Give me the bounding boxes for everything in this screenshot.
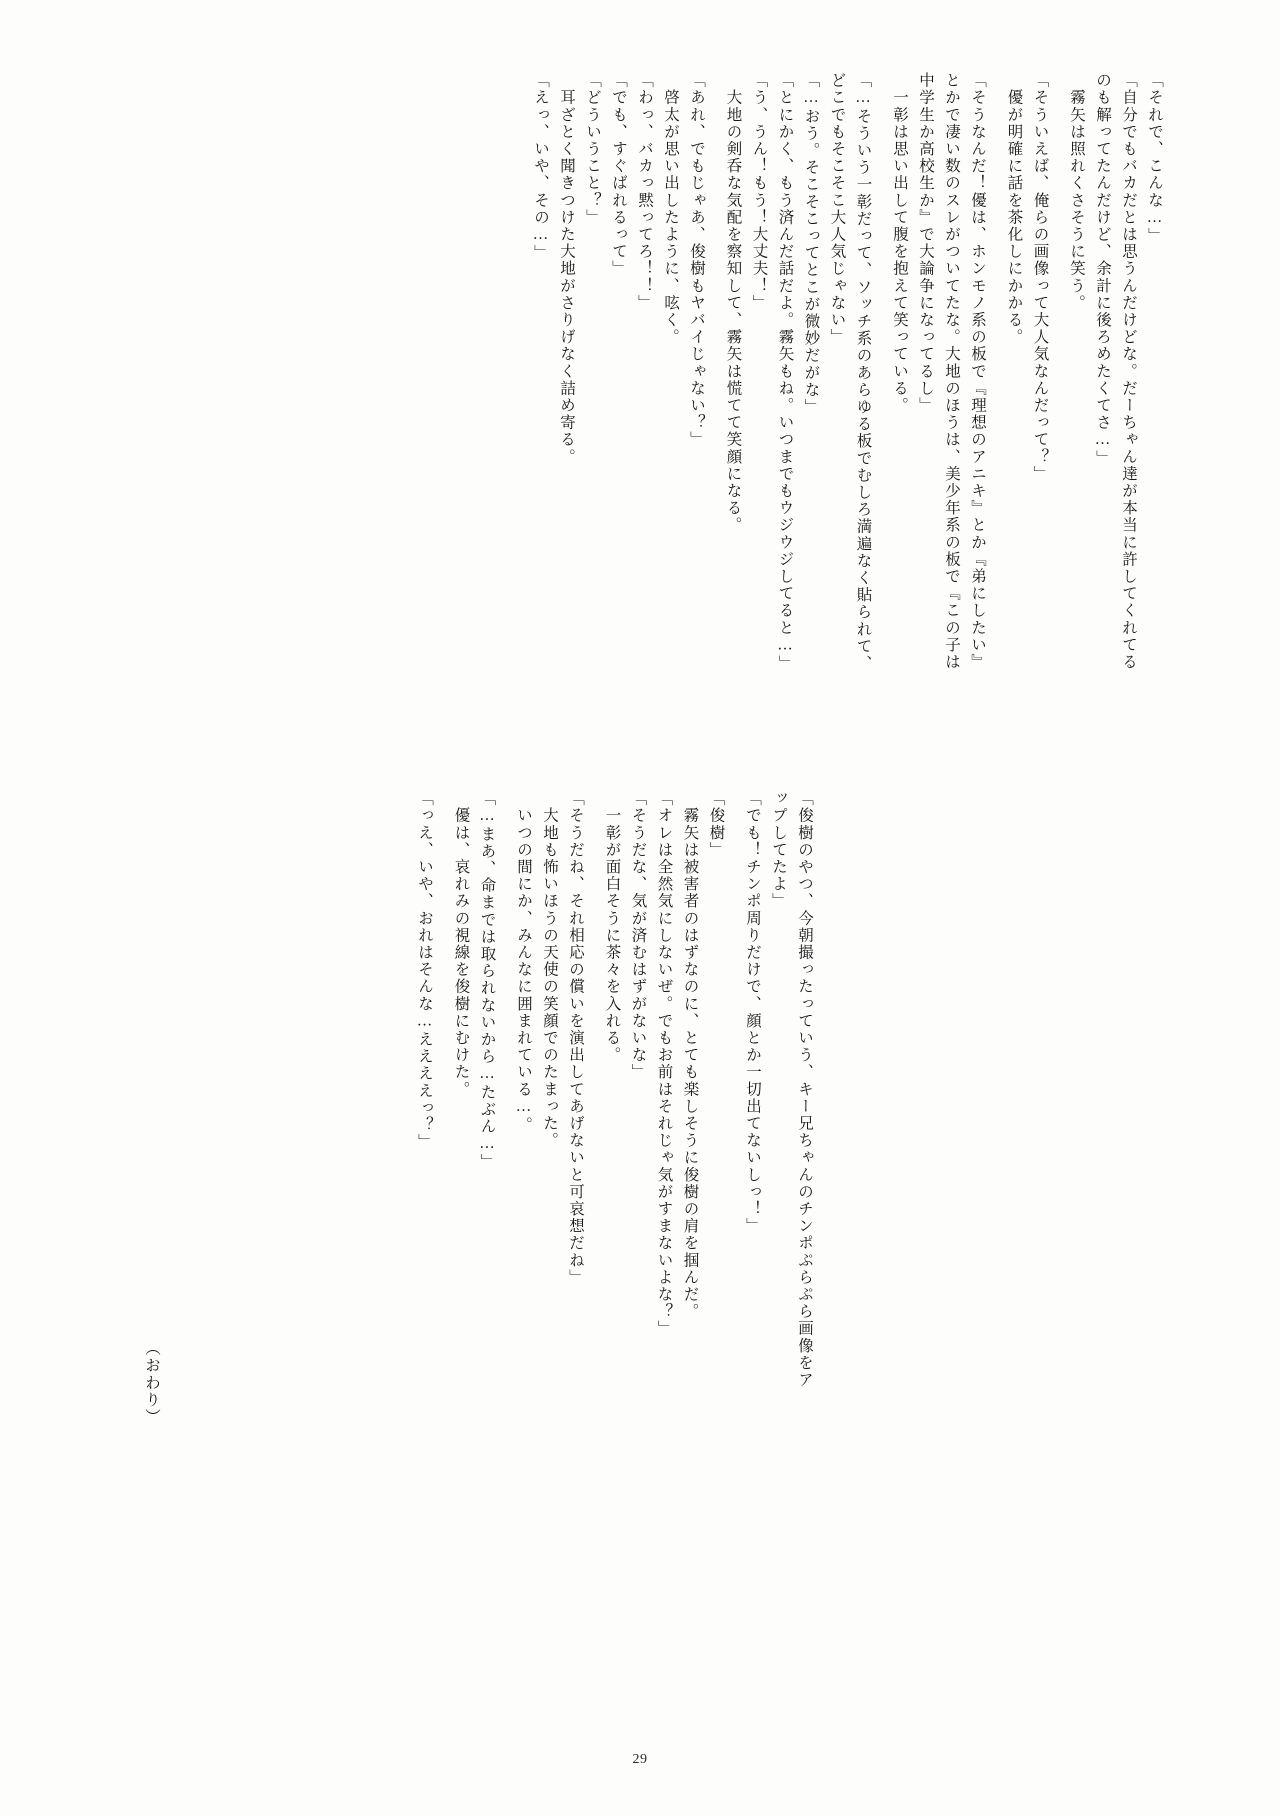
page-number: 29 (632, 1752, 648, 1767)
text-line: 「そういえば、俺らの画像って大人気なんだって？」 (1031, 72, 1049, 483)
lower-text-block (406, 790, 813, 1389)
text-line: 優は、哀れみの視線を俊樹にむけた。 (452, 790, 470, 1098)
text-line: 「そうだね、それ相応の償いを演出してあげないと可哀想だね」 (567, 790, 584, 1286)
text-line: 「とにかく、もう済んだ話だよ。霧矢もね。いつまでもウジウジしてると…」 (776, 72, 794, 672)
closing-mark: （おわり） (143, 1340, 160, 1426)
text-line: 「う、うん！もう！大丈夫！」 (750, 72, 768, 312)
text-line: ップしてたよ」 (770, 790, 787, 910)
text-line: 「えっ、いや、その…」 (532, 72, 549, 262)
text-line: 「…そういう一彰だって、ソッチ系のあらゆる板でむしろ満遍なく貼られて、 (854, 72, 872, 672)
text-line: 「わっ、バカっ黙ってろ！！」 (636, 72, 653, 312)
text-line: 「でも！チンポ周りだけで、顔とか一切出てないしっ！」 (744, 790, 761, 1235)
text-line: どこでもそこそこ大人気じゃない」 (828, 72, 846, 346)
text-line: 中学生か高校生か』で大論争になってるし」 (917, 72, 934, 414)
text-line: いつの間にか、みんなに囲まれている…。 (515, 790, 532, 1134)
text-line: 「でも、すぐばれるって」 (610, 72, 627, 278)
text-line: 一彰が面白そうに茶々を入れる。 (603, 790, 621, 1064)
text-line: 大地も怖いほうの天使の笑顔でのたまった。 (541, 790, 558, 1150)
text-line: 「オレは全然気にしないぜ。でもお前はそれじゃ気がすまないよな？」 (655, 790, 673, 1338)
text-line: のも解ってたんだけど、余計に後ろめたくてさ…」 (1094, 72, 1111, 467)
text-line: 耳ざとく聞きつけた大地がさりげなく詰め寄る。 (558, 72, 575, 466)
text-line: 「俊樹」 (707, 790, 725, 859)
text-line: 「っえ、いや、おれはそんな…ええええっ？」 (416, 790, 433, 1151)
text-line: 大地の剣呑な気配を察知して、霧矢は慌てて笑顔になる。 (724, 72, 742, 534)
text-line: 「そうだな、気が済むはずがないな」 (629, 790, 647, 1081)
text-line: 「…まあ、命までは取られないから…たぶん…」 (478, 790, 496, 1171)
text-line: 「それで、こんな…」 (1146, 72, 1163, 245)
text-line: とかで凄い数のスレがついてたな。大地のほうは、美少年系の板で『この子は (943, 72, 960, 671)
text-line: 霧矢は照れくさそうに笑う。 (1068, 72, 1085, 312)
text-line: 「自分でもバカだとは思うんだけどな。だーちゃん達が本当に許してくれてる (1120, 72, 1137, 671)
text-line: 「そうなんだ！優は、ホンモノ系の板で『理想のアニキ』とか『弟にしたい』 (969, 72, 986, 671)
text-line: 啓太が思い出したように、呟く。 (662, 72, 679, 346)
upper-text-block (522, 72, 1162, 732)
text-line: 「どういうこと？」 (584, 72, 601, 226)
text-line: 霧矢は被害者のはずなのに、とても楽しそうに俊樹の肩を掴んだ。 (681, 790, 699, 1321)
text-line: 「…おう。そこそこってとこが微妙だがな」 (802, 72, 820, 416)
text-line: 「俊樹のやつ、今朝撮ったっていう、キー兄ちゃんのチンポぷらぷら画像をア (796, 790, 813, 1389)
text-line: 「あれ、でもじゃあ、俊樹もヤバイじゃない？」 (688, 72, 705, 449)
text-line: 優が明確に話を茶化しにかかる。 (1005, 72, 1023, 346)
text-line: 一彰は思い出して腹を抱えて笑っている。 (891, 72, 908, 414)
